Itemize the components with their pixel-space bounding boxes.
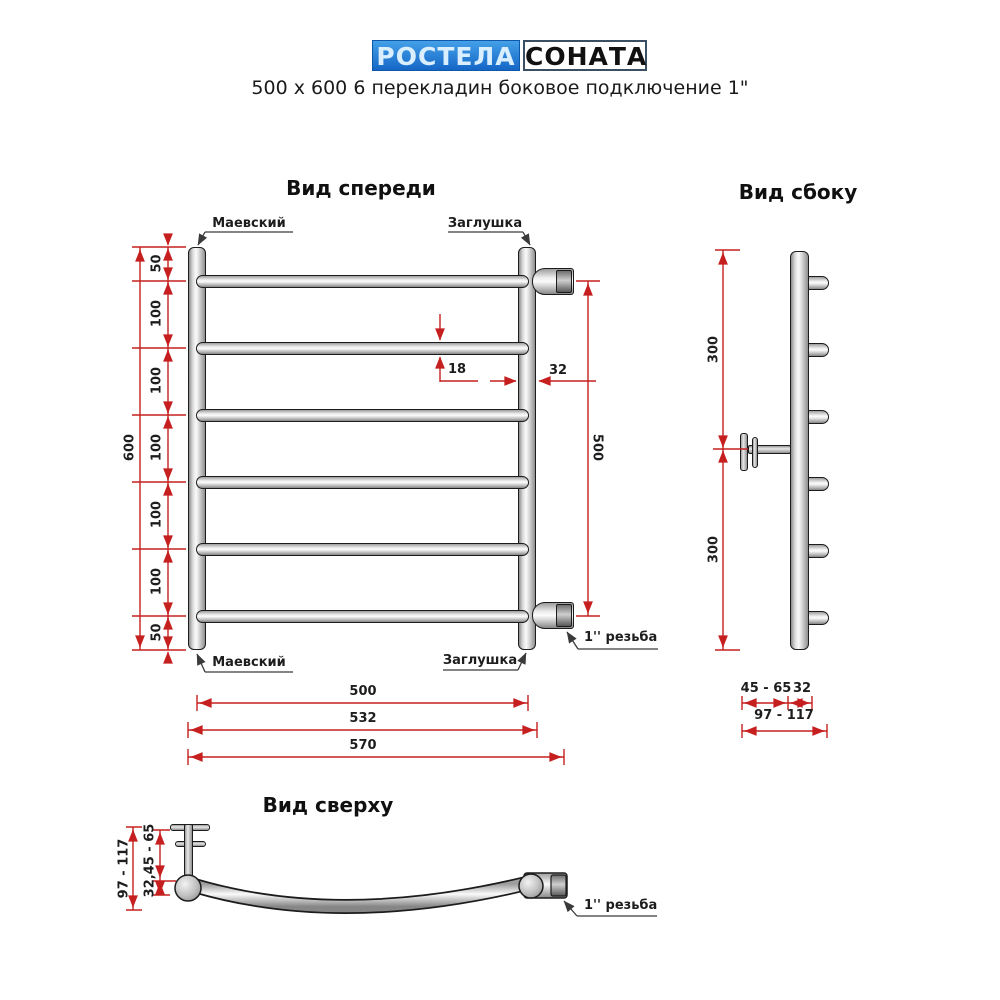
dim-side-overall-depth: 97 - 117	[754, 708, 814, 723]
dim-wall-offset: 45 - 65	[740, 681, 792, 696]
product-subtitle: 500 х 600 6 перекладин боковое подключение 1"	[251, 77, 749, 99]
side-view-title: Вид сбоку	[738, 180, 858, 204]
thread-label-front: 1'' резьба	[584, 630, 658, 645]
bleeder-valve-label-top: Маевский	[212, 216, 286, 231]
dim-side-lower: 300	[706, 535, 722, 564]
thread-label-top-view: 1'' резьба	[584, 898, 658, 913]
dim-rung-diameter: 18	[447, 362, 467, 377]
top-view-title: Вид сверху	[262, 793, 394, 817]
dim-segment-2: 100	[149, 299, 165, 328]
brand-logo: РОСТЕЛА	[372, 40, 520, 71]
dim-top-combined: 32,45 - 65	[142, 823, 158, 898]
dim-width-rungs: 500	[349, 684, 377, 699]
plug-label-bottom: Заглушка	[442, 653, 518, 668]
dim-segment-1: 50	[149, 254, 165, 273]
top-view-curved-rung	[175, 873, 567, 907]
red-dimension-lines	[126, 236, 827, 910]
dim-top-overall-depth: 97 - 117	[116, 838, 132, 899]
dim-connection-span: 500	[589, 433, 605, 462]
bleeder-valve-label-bottom: Маевский	[212, 655, 286, 670]
dim-segment-4: 100	[149, 433, 165, 462]
dim-total-height: 600	[122, 433, 138, 462]
dim-post-diameter: 32	[548, 363, 568, 378]
dim-segment-3: 100	[149, 366, 165, 395]
dim-side-upper: 300	[706, 335, 722, 364]
dim-side-post: 32	[792, 681, 812, 696]
dim-segment-7: 50	[149, 623, 165, 642]
dim-width-overall: 570	[349, 738, 377, 753]
dim-segment-6: 100	[149, 567, 165, 596]
model-badge: СОНАТА	[525, 42, 648, 71]
dim-segment-5: 100	[149, 500, 165, 529]
front-view-title: Вид спереди	[286, 176, 436, 200]
plug-label-top: Заглушка	[447, 216, 523, 231]
dim-width-posts: 532	[349, 711, 377, 726]
